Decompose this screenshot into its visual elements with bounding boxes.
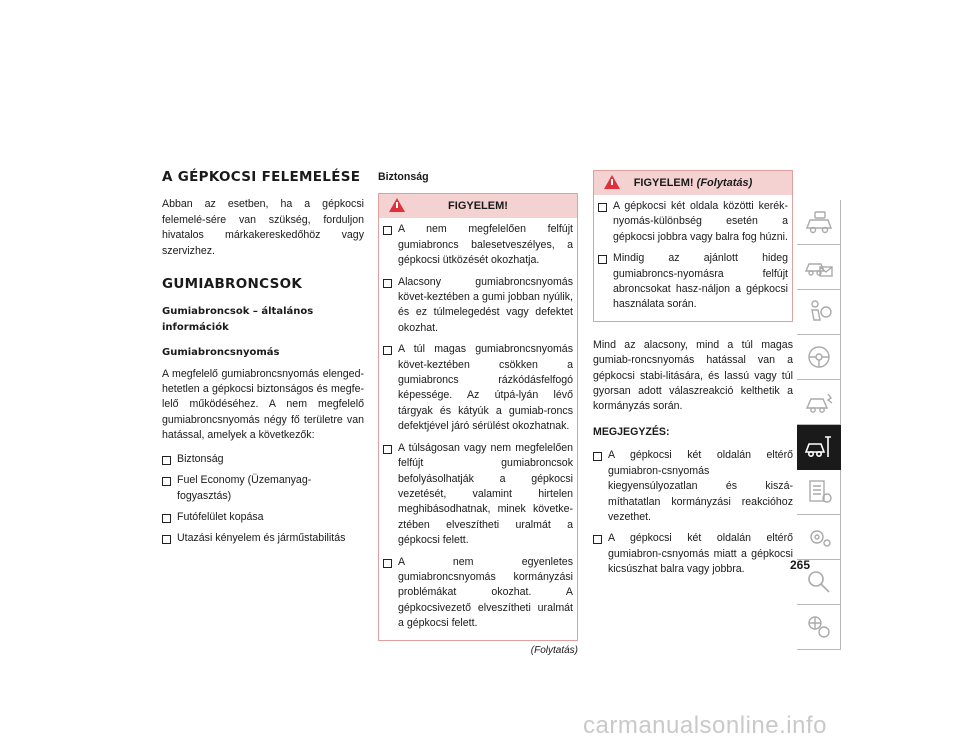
checkbox-square-icon	[383, 346, 392, 355]
warning-body	[594, 195, 792, 321]
list-item: A nem megfelelően felfújt gumiabroncs balesetveszélyes, a gépkocsi ütközését okozhatja.	[383, 222, 573, 268]
warning-header	[379, 194, 577, 218]
checkbox-square-icon	[593, 452, 602, 461]
car-dashboard-icon[interactable]	[797, 200, 841, 245]
list-item: A gépkocsi két oldala közötti kerék-nyomás-különbség esetén a gépkocsi jobbra vagy balra fog húzni.	[598, 199, 788, 245]
jacking-intro: Abban az esetben, ha a gépkocsi felemelé-sére van szükség, forduljon hivatalos márkakereskedőhöz vagy szervizhez.	[162, 198, 364, 257]
checkbox-square-icon	[593, 535, 602, 544]
column-middle	[378, 170, 578, 658]
checkbox-square-icon	[598, 255, 607, 264]
list-item: Utazási kényelem és járműstabilitás	[162, 531, 364, 546]
tire-pressure-body: A megfelelő gumiabroncsnyomás elenged-hetetlen a gépkocsi biztonságos és megfe-lelő működéséhez. A nem megfelelő gumiabroncsnyomás négy fő területre van hatással, amelyek a következők:	[162, 367, 364, 442]
list-item: Alacsony gumiabroncsnyomás követ-keztében a gumi jobban nyúlik, és ez túlmelegedést vagy defektet okozhat.	[383, 275, 573, 337]
gear-settings-icon[interactable]	[797, 515, 841, 560]
car-envelope-icon[interactable]	[797, 245, 841, 290]
continued-label: (Folytatás)	[530, 644, 578, 656]
checkbox-square-icon	[383, 279, 392, 288]
checkbox-square-icon	[383, 445, 392, 454]
checkbox-square-icon	[383, 226, 392, 235]
checkbox-square-icon	[162, 514, 171, 523]
checkbox-square-icon	[383, 559, 392, 568]
list-item: Futófelület kopása	[162, 510, 364, 525]
warning-body	[379, 218, 577, 639]
checkbox-square-icon	[162, 456, 171, 465]
subheading-tire-pressure: Gumiabroncsnyomás	[162, 347, 280, 359]
pressure-areas-list	[162, 452, 364, 547]
document-list-icon[interactable]	[797, 470, 841, 515]
list-item: A túlságosan vagy nem megfelelően felfújt gumiabroncsok befolyásolhatják a gépkocsi vezetését, valamint hirtelen meghibásodhatnak, minek követke-ztében elveszítheti uralmát a gépkocsi felett.	[383, 441, 573, 549]
subheading-general-info: Gumiabroncsok – általános információk	[162, 306, 314, 333]
note-title: MEGJEGYZÉS:	[593, 425, 670, 438]
checkbox-square-icon	[162, 535, 171, 544]
page-number: 265	[790, 558, 811, 572]
car-wrench-icon[interactable]	[797, 425, 841, 470]
list-item: Biztonság	[162, 452, 364, 467]
column-right	[593, 170, 793, 584]
airbag-person-icon[interactable]	[797, 290, 841, 335]
list-item: Fuel Economy (Üzemanyag-fogyasztás)	[162, 473, 364, 504]
warning-title: FIGYELEM!	[448, 200, 508, 213]
section-title-tires: GUMIABRONCSOK	[162, 276, 303, 293]
list-item: A túl magas gumiabroncsnyomás követ-keztében csökken a gumiabroncs rázkódásfelfogó képessége. Az útpá-lyán lévő tárgyak és kátyúk a gumiab-roncs defektjével járó sérülést okozhatnak.	[383, 342, 573, 434]
warning-title-suffix: (Folytatás)	[696, 177, 753, 189]
stability-body: Mind az alacsony, mind a túl magas gumiab-roncsnyomás hatással van a gépkocsi stabi-litására, és lassú vagy túl gyorsan adott válaszreakció kelthetik a kormányzás során.	[593, 338, 793, 413]
list-item: A nem egyenletes gumiabroncsnyomás kormányzási problémákat okozhat. A gépkocsivezető elveszítheti uralmát a gépkocsi felett.	[383, 555, 573, 632]
warning-title: FIGYELEM!	[633, 177, 694, 189]
list-item: A gépkocsi két oldalán eltérő gumiabron-csnyomás kiegyensúlyozatlan és kiszá-míthatatlan kormányzási reakcióhoz vezethet.	[593, 448, 793, 525]
watermark: carmanualsonline.info	[583, 712, 827, 739]
list-item: A gépkocsi két oldalán eltérő gumiabron-csnyomás miatt a gépkocsi kicsúszhat balra vagy jobbra.	[593, 531, 793, 577]
steering-wheel-icon[interactable]	[797, 335, 841, 380]
section-title-jacking: A GÉPKOCSI FELEMELÉSE	[162, 169, 361, 185]
warning-box-continued	[593, 170, 793, 322]
note-list	[593, 448, 793, 577]
warning-header	[594, 171, 792, 195]
column-left	[162, 170, 364, 553]
list-item: Mindig az ajánlott hideg gumiabroncs-nyomásra felfújt abroncsokat hasz-náljon a gépkocsi használata során.	[598, 251, 788, 313]
checkbox-square-icon	[162, 477, 171, 486]
checkbox-square-icon	[598, 203, 607, 212]
car-crash-icon[interactable]	[797, 380, 841, 425]
chapter-tabs	[797, 200, 841, 650]
globe-language-icon[interactable]	[797, 605, 841, 650]
warning-box	[378, 193, 578, 640]
subheading-safety: Biztonság	[378, 171, 429, 183]
